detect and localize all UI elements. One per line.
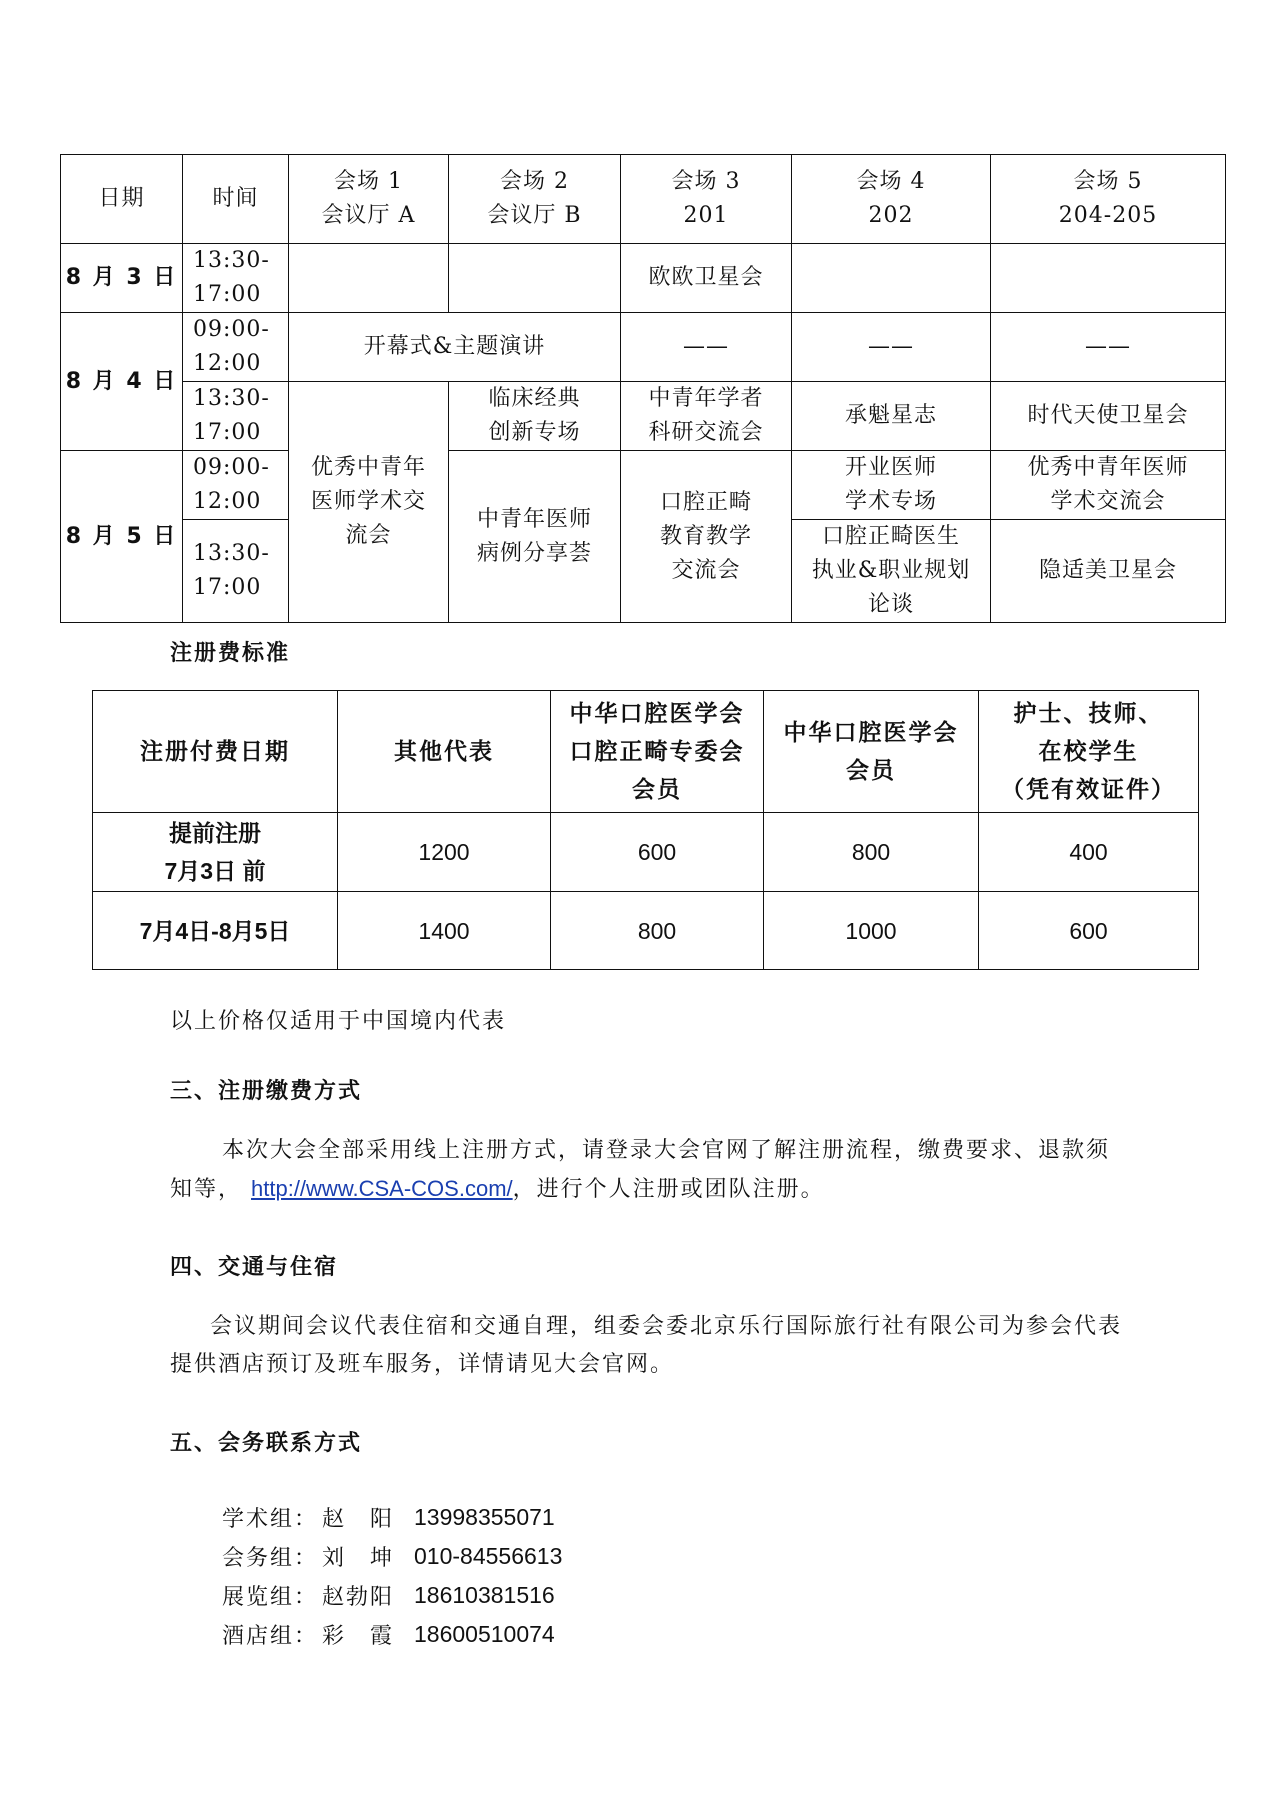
contact-phone: 18610381516 — [414, 1582, 555, 1608]
aug3-venue-2 — [449, 244, 621, 313]
contact-name: 彩 霞 — [322, 1624, 395, 1649]
aug3-venue-5 — [991, 244, 1226, 313]
contact-name: 赵 阳 — [322, 1507, 395, 1532]
aug3-venue-4 — [792, 244, 991, 313]
time-aug4-am: 09:00- 12:00 — [183, 313, 289, 382]
contact-row-exhibition — [222, 1576, 562, 1615]
website-link[interactable]: http://www.CSA-COS.com/ — [251, 1176, 513, 1201]
contact-phone: 010-84556613 — [414, 1543, 563, 1569]
schedule-row-aug3 — [61, 244, 1226, 313]
aug5-pm-venue-5: 隐适美卫星会 — [991, 520, 1226, 623]
fee-cell: 800 — [764, 813, 979, 892]
schedule-row-aug4-pm — [61, 382, 1226, 451]
section-3-text: 本次大会全部采用线上注册方式，请登录大会官网了解注册流程，缴费要求、退款须知等， — [170, 1138, 1111, 1202]
header-venue-1: 会场 1 会议厅 A — [289, 155, 449, 244]
aug5-am-venue-4: 开业医师 学术专场 — [792, 451, 991, 520]
fee-cell: 600 — [551, 813, 764, 892]
section-3-heading: 三、注册缴费方式 — [170, 1079, 363, 1104]
header-venue-2: 会场 2 会议厅 B — [449, 155, 621, 244]
fee-header-ortho-member: 中华口腔医学会 口腔正畸专委会 会员 — [551, 691, 764, 813]
contact-group: 酒店组： — [222, 1624, 319, 1649]
section-4-paragraph: 会议期间会议代表住宿和交通自理，组委会委北京乐行国际旅行社有限公司为参会代表提供酒店预订及班车服务，详情请见大会官网。 — [170, 1314, 1123, 1377]
venue-1-span-session: 优秀中青年 医师学术交 流会 — [289, 382, 449, 623]
fee-row-early — [93, 813, 1199, 892]
date-aug5: 8 月 5 日 — [61, 451, 183, 623]
schedule-row-aug4-am — [61, 313, 1226, 382]
date-aug3: 8 月 3 日 — [61, 244, 183, 313]
fee-header-date: 注册付费日期 — [93, 691, 338, 813]
aug5-pm-venue-4: 口腔正畸医生 执业&职业规划 论谈 — [792, 520, 991, 623]
schedule-header-row — [61, 155, 1226, 244]
contact-phone: 13998355071 — [414, 1504, 555, 1530]
fee-row-label: 7月4日-8月5日 — [93, 892, 338, 970]
contact-group: 展览组： — [222, 1585, 319, 1610]
fee-cell: 1200 — [338, 813, 551, 892]
fee-cell: 1400 — [338, 892, 551, 970]
time-aug5-pm: 13:30- 17:00 — [183, 520, 289, 623]
fee-header-csa-member: 中华口腔医学会 会员 — [764, 691, 979, 813]
contact-row-hotel — [222, 1615, 562, 1654]
fee-table — [92, 690, 1199, 970]
aug4-pm-venue-2: 临床经典 创新专场 — [449, 382, 621, 451]
contact-row-academic — [222, 1498, 562, 1537]
schedule-table — [60, 154, 1226, 623]
fee-row-label: 提前注册 7月3日 前 — [93, 813, 338, 892]
fee-note: 以上价格仅适用于中国境内代表 — [170, 1009, 507, 1034]
aug3-venue-1 — [289, 244, 449, 313]
aug5-am-venue-5: 优秀中青年医师 学术交流会 — [991, 451, 1226, 520]
aug4-pm-venue-3: 中青年学者 科研交流会 — [621, 382, 792, 451]
contact-list — [222, 1498, 562, 1654]
contact-phone: 18600510074 — [414, 1621, 555, 1647]
time-aug5-am: 09:00- 12:00 — [183, 451, 289, 520]
fee-cell: 1000 — [764, 892, 979, 970]
fee-cell: 400 — [979, 813, 1199, 892]
fee-row-late — [93, 892, 1199, 970]
header-venue-5: 会场 5 204-205 — [991, 155, 1226, 244]
contact-name: 赵勃阳 — [322, 1585, 395, 1610]
fee-section-title: 注册费标准 — [170, 641, 291, 666]
aug5-venue-3: 口腔正畸 教育教学 交流会 — [621, 451, 792, 623]
fee-cell: 800 — [551, 892, 764, 970]
fee-cell: 600 — [979, 892, 1199, 970]
contact-row-affairs — [222, 1537, 562, 1576]
section-3-paragraph — [170, 1132, 1130, 1209]
contact-group: 会务组： — [222, 1546, 319, 1571]
aug3-venue-3: 欧欧卫星会 — [621, 244, 792, 313]
fee-header-student: 护士、技师、 在校学生 （凭有效证件） — [979, 691, 1199, 813]
date-aug4: 8 月 4 日 — [61, 313, 183, 451]
aug4-am-venue-1-2: 开幕式&主题演讲 — [289, 313, 621, 382]
section-5-heading: 五、会务联系方式 — [170, 1431, 363, 1456]
fee-header-row — [93, 691, 1199, 813]
time-aug4-pm: 13:30- 17:00 — [183, 382, 289, 451]
aug4-am-venue-4: —— — [792, 313, 991, 382]
aug5-venue-2: 中青年医师 病例分享荟 — [449, 451, 621, 623]
time-aug3-pm: 13:30- 17:00 — [183, 244, 289, 313]
header-time: 时间 — [183, 155, 289, 244]
header-venue-4: 会场 4 202 — [792, 155, 991, 244]
aug4-am-venue-3: —— — [621, 313, 792, 382]
aug4-pm-venue-5: 时代天使卫星会 — [991, 382, 1226, 451]
aug4-am-venue-5: —— — [991, 313, 1226, 382]
aug4-pm-venue-4: 承魁星志 — [792, 382, 991, 451]
section-3-text-end: ，进行个人注册或团队注册。 — [512, 1177, 825, 1202]
schedule-row-aug5-am — [61, 451, 1226, 520]
contact-name: 刘 坤 — [322, 1546, 395, 1571]
section-4-heading: 四、交通与住宿 — [170, 1255, 339, 1280]
header-date: 日期 — [61, 155, 183, 244]
fee-header-other: 其他代表 — [338, 691, 551, 813]
header-venue-3: 会场 3 201 — [621, 155, 792, 244]
contact-group: 学术组： — [222, 1507, 319, 1532]
